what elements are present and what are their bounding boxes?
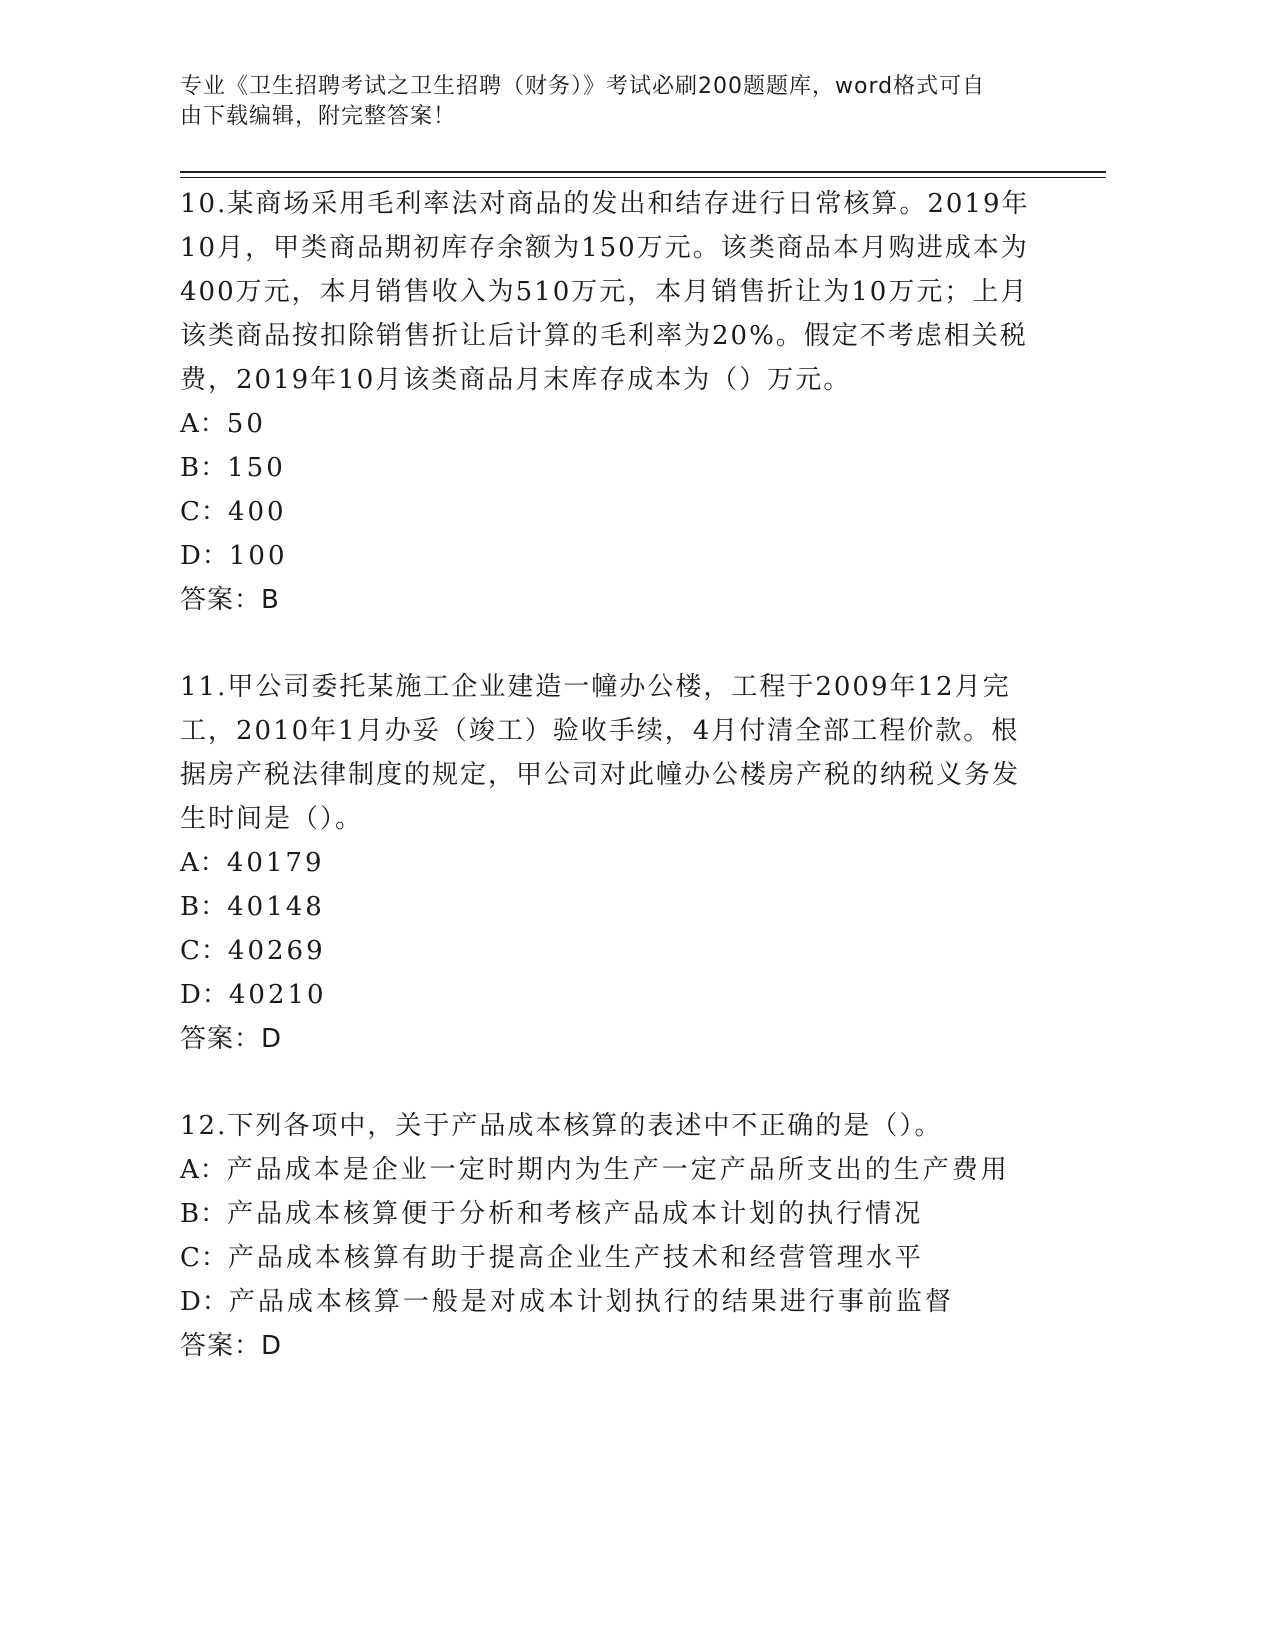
- header-title-line-1: 专业《卫生招聘考试之卫生招聘（财务）》考试必刷200题题库，word格式可自: [180, 74, 986, 99]
- spacer: [180, 1061, 1040, 1104]
- question-text: 10.某商场采用毛利率法对商品的发出和结存进行日常核算。2019年10月，甲类商品期初库存余额为150万元。该类商品本月购进成本为400万元，本月销售收入为510万元，本月销售折让为10万元；上月该类商品按扣除销售折让后计算的毛利率为20%。假定不考虑相关税费，2019年10月该类商品月末库存成本为（）万元。: [180, 189, 1030, 395]
- answer: 答案：D: [180, 1331, 283, 1361]
- option-d: [180, 973, 1040, 1017]
- option-b: [180, 885, 1040, 929]
- option-label: C：: [180, 936, 228, 966]
- option-label: D：: [180, 980, 229, 1010]
- option-text: 400: [227, 497, 287, 527]
- header-divider-thin: [180, 177, 1106, 178]
- option-c: [180, 1236, 1040, 1280]
- question-10: [180, 182, 1040, 622]
- option-label: C：: [180, 1243, 228, 1273]
- option-text: 100: [228, 541, 288, 571]
- option-a: [180, 1148, 1040, 1192]
- option-a: [180, 402, 1040, 446]
- question-11: [180, 665, 1040, 1061]
- option-text: 40269: [227, 936, 326, 966]
- option-text: 产品成本是企业一定时期内为生产一定产品所支出的生产费用: [226, 1155, 1010, 1185]
- option-label: B：: [180, 453, 228, 483]
- option-text: 40179: [226, 848, 325, 878]
- question-text: 11.甲公司委托某施工企业建造一幢办公楼，工程于2009年12月完工，2010年1月办妥（竣工）验收手续，4月付清全部工程价款。根据房产税法律制度的规定，甲公司对此幢办公楼房产税的纳税义务发生时间是（）。: [180, 672, 1021, 834]
- option-c: [180, 490, 1040, 534]
- question-text: 12.下列各项中，关于产品成本核算的表述中不正确的是（）。: [180, 1111, 943, 1141]
- option-d: [180, 534, 1040, 578]
- option-text: 50: [226, 409, 266, 439]
- option-label: A：: [180, 1155, 227, 1185]
- option-label: B：: [180, 892, 228, 922]
- answer: 答案：D: [180, 1024, 283, 1054]
- option-b: [180, 446, 1040, 490]
- option-label: A：: [180, 848, 227, 878]
- option-b: [180, 1192, 1040, 1236]
- option-text: 产品成本核算有助于提高企业生产技术和经营管理水平: [227, 1243, 924, 1273]
- header-title-line-2: 由下载编辑，附完整答案！: [180, 104, 457, 129]
- option-a: [180, 841, 1040, 885]
- option-label: C：: [180, 497, 228, 527]
- document-header: [180, 72, 1040, 132]
- option-text: 150: [227, 453, 286, 483]
- spacer: [180, 622, 1040, 665]
- option-d: [180, 1280, 1040, 1324]
- option-label: B：: [180, 1199, 228, 1229]
- option-label: A：: [180, 409, 227, 439]
- option-text: 产品成本核算便于分析和考核产品成本计划的执行情况: [227, 1199, 924, 1229]
- answer: 答案：B: [180, 585, 280, 615]
- questions-list: [180, 182, 1040, 1368]
- option-label: D：: [180, 541, 229, 571]
- option-text: 40148: [227, 892, 325, 922]
- option-label: D：: [180, 1287, 229, 1317]
- option-c: [180, 929, 1040, 973]
- header-divider-thick: [180, 171, 1106, 173]
- question-12: [180, 1104, 1040, 1368]
- option-text: 40210: [228, 980, 327, 1010]
- option-text: 产品成本核算一般是对成本计划执行的结果进行事前监督: [228, 1287, 954, 1317]
